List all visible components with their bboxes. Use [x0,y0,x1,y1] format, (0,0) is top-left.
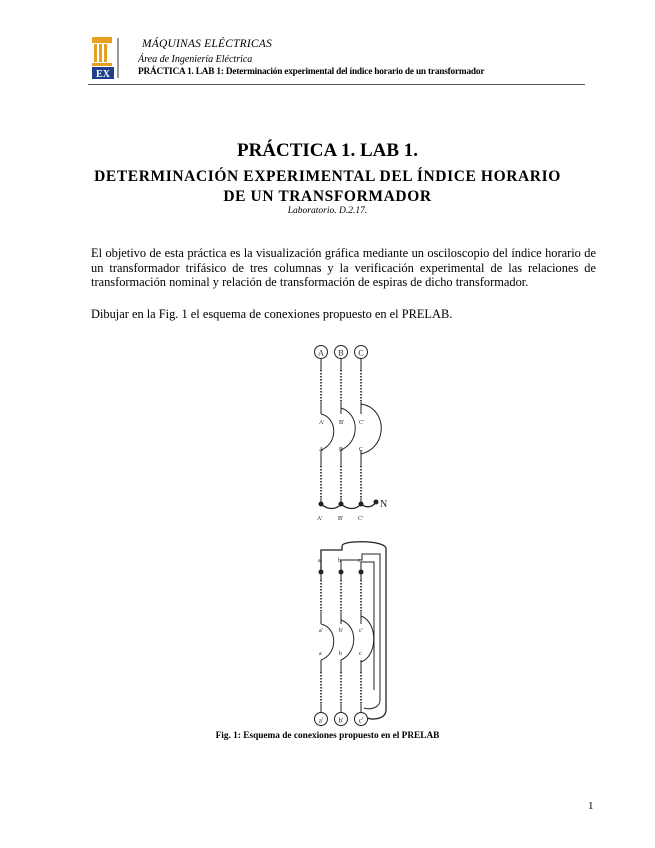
label-s-top-b: b [338,558,341,564]
page-number: 1 [588,800,594,812]
label-p-mid2-a: A [319,447,324,453]
secondary-terminal-a: a' [318,716,324,725]
label-p-bottom-c: C' [358,516,364,522]
label-p-mid-a: A' [319,420,325,426]
header-rule [88,84,585,85]
logo-text: EX [96,69,110,80]
primary-lower-coils [321,466,361,498]
primary-terminals [315,346,368,359]
label-s-mid-b: b' [339,628,344,634]
instruction-paragraph: Dibujar en la Fig. 1 el esquema de conexiones propuesto en el PRELAB. [91,307,453,321]
secondary-terminal-c: c' [358,716,364,725]
page-subtitle [0,167,655,207]
label-s-mid2-c: c [359,651,362,657]
label-s-mid2-b: b [339,651,342,657]
label-p-bottom-a: A' [317,516,323,522]
primary-upper-coils [321,370,361,402]
secondary-upper-coils [321,580,361,612]
figure-caption: Fig. 1: Esquema de conexiones propuesto en el PRELAB [215,731,440,741]
primary-terminal-b: B [338,348,344,358]
header-subtitle-rest: : Determinación experimental del índice horario de un transformador [220,67,485,77]
label-p-mid-b: B' [339,420,345,426]
page-title: PRÁCTICA 1. LAB 1. [236,140,419,161]
label-s-top-a: a [318,558,321,564]
subtitle-line-1: DETERMINACIÓN EXPERIMENTAL DEL ÍNDICE HORARIO [94,168,561,185]
secondary-terminals [315,713,368,726]
subtitle-line-2: DE UN TRANSFORMADOR [223,188,432,205]
primary-terminal-a: A [318,348,324,358]
header-subtitle-prefix: PRÁCTICA 1. LAB 1 [138,67,221,77]
university-logo [91,36,125,80]
location-note: Laboratorio. D.2.17. [287,206,368,216]
neutral-label: N [380,499,388,510]
label-s-mid-c: c' [359,628,363,634]
secondary-terminal-b: b' [338,716,344,725]
header-subtitle [138,67,484,77]
label-p-mid2-c: C [359,447,364,453]
header-area: Área de Ingeniería Eléctrica [138,54,253,65]
label-s-mid-a: a' [319,628,323,634]
objective-paragraph: El objetivo de esta práctica es la visualización gráfica mediante un osciloscopio del índice horario de un transformador trifásico de tres columnas y la verificación experimental de las relaciones de transformación nominal y relación de transformación de espiras de dicho transformador. [91,246,596,290]
label-s-mid2-a: a [319,651,322,657]
header-course: MÁQUINAS ELÉCTRICAS [142,38,272,50]
primary-terminal-c: C [358,348,364,358]
label-p-mid2-b: B [339,447,344,453]
connection-diagram [300,340,400,730]
secondary-lower-coils [321,672,361,704]
label-s-top-c: c [358,558,361,564]
label-p-mid-c: C' [359,420,365,426]
label-p-bottom-b: B' [338,516,344,522]
